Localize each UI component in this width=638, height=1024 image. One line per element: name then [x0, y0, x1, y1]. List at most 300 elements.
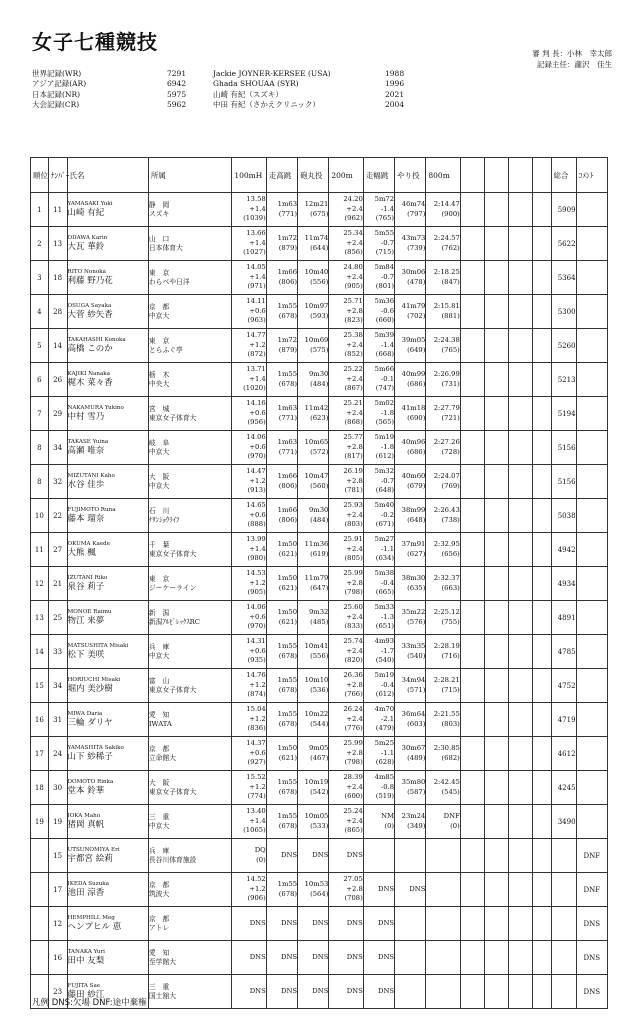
- blank-cell: [532, 669, 551, 703]
- comment-cell: [576, 193, 607, 227]
- event-high-jump-cell: [266, 363, 297, 397]
- mark: 33m35: [401, 642, 426, 650]
- rank-cell: 19: [31, 805, 49, 839]
- blank-cell: [508, 669, 532, 703]
- points: (771): [278, 447, 298, 456]
- rank-cell: 2: [31, 227, 49, 261]
- points: (721): [441, 413, 460, 422]
- blank-cell: [460, 295, 484, 329]
- record-holder: Ghada SHOUAA (SYR): [213, 79, 299, 89]
- points: (628): [375, 758, 395, 767]
- mark: 1m72: [277, 336, 298, 344]
- blank-cell: [484, 295, 508, 329]
- points: (874): [247, 690, 266, 699]
- blank-cell: [460, 431, 484, 465]
- points: (634): [375, 554, 395, 563]
- blank-cell: [532, 839, 551, 873]
- athlete-name-cell: [67, 601, 148, 635]
- wind: +2.4: [346, 272, 363, 281]
- rank-cell: 11: [31, 533, 49, 567]
- blank-cell: [508, 941, 532, 975]
- event-200m-cell: [329, 771, 363, 805]
- mark: 25.93: [343, 501, 363, 510]
- event-shot-put-cell: [298, 975, 329, 1009]
- wind: -0.7: [380, 238, 395, 247]
- points: (962): [344, 214, 363, 223]
- bib-cell: 34: [48, 431, 67, 465]
- affiliation-cell: [148, 193, 231, 227]
- blank-cell: [508, 873, 532, 907]
- event-long-jump-cell: [363, 261, 394, 295]
- athlete-name: 宇都宮 絵莉: [67, 853, 113, 864]
- points: (738): [441, 515, 460, 524]
- mark: DNS: [346, 952, 363, 961]
- points: (774): [247, 792, 266, 801]
- blank-cell: [460, 227, 484, 261]
- points: (686): [407, 447, 426, 456]
- points: (635): [407, 583, 426, 592]
- header-blank-3: [508, 158, 532, 193]
- mark: DNS: [409, 884, 426, 893]
- wind: +2.4: [346, 782, 363, 791]
- points: (836): [247, 724, 266, 733]
- event-javelin-cell: [395, 193, 426, 227]
- points: (686): [407, 379, 426, 388]
- mark: 10m69: [304, 336, 329, 344]
- athlete-romaji: IZUTANI Riko: [67, 574, 108, 581]
- bib-cell: 16: [48, 941, 67, 975]
- prefecture: 兵 庫: [148, 846, 170, 855]
- mark: DNS: [249, 986, 266, 995]
- total-cell: 5038: [551, 499, 576, 533]
- event-long-jump-cell: [363, 805, 394, 839]
- points: (484): [310, 379, 329, 388]
- event-100mh-cell: [232, 465, 266, 499]
- wind: +1.2: [249, 884, 266, 893]
- event-javelin-cell: [395, 227, 426, 261]
- wind: +1.4: [249, 544, 266, 553]
- event-long-jump-cell: [363, 669, 394, 703]
- blank-cell: [484, 941, 508, 975]
- club: 筑波大: [148, 889, 170, 898]
- athlete-name-cell: [67, 193, 148, 227]
- header-affiliation: 所属: [148, 158, 231, 193]
- event-high-jump-cell: [266, 805, 297, 839]
- points: (587): [407, 787, 426, 796]
- table-row: [31, 907, 608, 941]
- affiliation-cell: [148, 533, 231, 567]
- athlete-name: 三輪 ダリヤ: [67, 717, 113, 728]
- event-javelin-cell: [395, 873, 426, 907]
- wind: -0.8: [380, 782, 395, 791]
- athlete-name-cell: [67, 873, 148, 907]
- comment-cell: [576, 533, 607, 567]
- event-100mh-cell: [232, 839, 266, 873]
- event-shot-put-cell: [298, 397, 329, 431]
- blank-cell: [460, 465, 484, 499]
- blank-cell: [460, 533, 484, 567]
- mark: 30m67: [401, 744, 426, 752]
- event-800m-cell: [426, 567, 460, 601]
- wind: +2.4: [346, 544, 363, 553]
- event-shot-put-cell: [298, 533, 329, 567]
- wind: +2.4: [346, 340, 363, 349]
- mark: 11m74: [304, 234, 329, 242]
- affiliation-cell: [148, 873, 231, 907]
- athlete-name: 田中 友梨: [67, 955, 105, 966]
- athlete-name: 池田 涼香: [67, 887, 105, 898]
- mark: 14.05: [246, 263, 266, 272]
- event-200m-cell: [329, 431, 363, 465]
- blank-cell: [460, 567, 484, 601]
- prefecture: 大 阪: [148, 778, 170, 787]
- wind: -1.8: [380, 442, 395, 451]
- event-200m-cell: [329, 227, 363, 261]
- event-javelin-cell: [395, 363, 426, 397]
- club: ﾅｻﾝｼｮｳﾗｲﾌ: [148, 515, 180, 524]
- athlete-romaji: OKUMA Kaede: [67, 540, 111, 547]
- blank-cell: [508, 601, 532, 635]
- blank-cell: [460, 261, 484, 295]
- mark: 1m55: [277, 710, 298, 718]
- mark: 14.76: [246, 671, 266, 680]
- mark: 10m22: [304, 710, 329, 718]
- header-total: 総合: [551, 158, 576, 193]
- mark: 26.19: [343, 467, 363, 476]
- wind: +0.6: [249, 646, 266, 655]
- mark: 46m74: [401, 200, 426, 208]
- mark: 2:28.19: [433, 642, 460, 650]
- points: (556): [310, 277, 329, 286]
- mark: 40m96: [401, 438, 426, 446]
- athlete-name-cell: [67, 941, 148, 975]
- athlete-name-cell: [67, 227, 148, 261]
- event-100mh-cell: [232, 737, 266, 771]
- header-800m: 800m: [426, 158, 460, 193]
- event-javelin-cell: [395, 737, 426, 771]
- mark: 5m40: [374, 501, 395, 510]
- prefecture: 宮 城: [148, 404, 170, 413]
- blank-cell: [508, 261, 532, 295]
- points: (660): [375, 316, 395, 325]
- event-100mh-cell: [232, 227, 266, 261]
- athlete-name: 高瀬 唯奈: [67, 445, 105, 456]
- blank-cell: [508, 635, 532, 669]
- athlete-name: 中村 雪乃: [67, 411, 105, 422]
- total-cell: 4891: [551, 601, 576, 635]
- points: (612): [375, 690, 395, 699]
- mark: 14.37: [246, 739, 266, 748]
- event-800m-cell: [426, 907, 460, 941]
- wind: -0.1: [380, 374, 395, 383]
- mark: 10m10: [304, 676, 329, 684]
- event-shot-put-cell: [298, 941, 329, 975]
- event-shot-put-cell: [298, 805, 329, 839]
- mark: 25.21: [343, 399, 363, 408]
- athlete-romaji: OSUGA Sayaka: [67, 302, 112, 309]
- club: わらべや日洋: [148, 277, 190, 286]
- blank-cell: [508, 737, 532, 771]
- record-row: [32, 79, 445, 89]
- results-table: [30, 157, 608, 1009]
- comment-cell: [576, 669, 607, 703]
- club: 至学館大: [148, 957, 177, 966]
- event-long-jump-cell: [363, 431, 394, 465]
- athlete-romaji: TAKASE Yuina: [67, 438, 109, 445]
- records-block: [32, 69, 445, 110]
- points: (536): [310, 685, 329, 694]
- points: (467): [310, 753, 329, 762]
- prefecture: 千 葉: [148, 540, 170, 549]
- athlete-romaji: KAJIKI Nanaka: [67, 370, 111, 377]
- mark: 41m79: [401, 302, 426, 310]
- blank-cell: [484, 805, 508, 839]
- points: (879): [278, 243, 298, 252]
- affiliation-cell: [148, 329, 231, 363]
- points: (519): [375, 792, 395, 801]
- club: 中京大: [148, 311, 170, 320]
- mark: 10m41: [304, 642, 329, 650]
- athlete-name: 松下 美咲: [67, 649, 105, 660]
- points: (847): [441, 277, 460, 286]
- event-800m-cell: [426, 975, 460, 1009]
- mark: 13.66: [246, 229, 266, 238]
- event-100mh-cell: [232, 261, 266, 295]
- club: 中京大: [148, 651, 170, 660]
- event-long-jump-cell: [363, 975, 394, 1009]
- blank-cell: [460, 805, 484, 839]
- comment-cell: [576, 329, 607, 363]
- points: (627): [407, 549, 426, 558]
- prefecture: 愛 知: [148, 710, 170, 719]
- mark: 37m91: [401, 540, 426, 548]
- blank-cell: [532, 873, 551, 907]
- event-200m-cell: [329, 873, 363, 907]
- event-100mh-cell: [232, 601, 266, 635]
- mark: DNS: [312, 850, 329, 859]
- mark: 5m66: [374, 365, 395, 374]
- mark: 39m05: [401, 336, 426, 344]
- blank-cell: [532, 975, 551, 1009]
- points: (540): [407, 651, 426, 660]
- mark: 1m55: [277, 676, 298, 684]
- record-label: 日本記録(NR): [32, 89, 81, 99]
- rank-cell: 10: [31, 499, 49, 533]
- event-long-jump-cell: [363, 737, 394, 771]
- event-long-jump-cell: [363, 635, 394, 669]
- bib-cell: 15: [48, 839, 67, 873]
- mark: 1m50: [277, 574, 298, 582]
- wind: +2.4: [346, 238, 363, 247]
- wind: +2.8: [346, 476, 363, 485]
- wind: -1.4: [380, 340, 395, 349]
- points: (0): [256, 855, 266, 864]
- event-javelin-cell: [395, 431, 426, 465]
- mark: DNS: [378, 952, 395, 961]
- total-cell: 4752: [551, 669, 576, 703]
- athlete-romaji: MONOE Raimu: [67, 608, 112, 615]
- event-shot-put-cell: [298, 737, 329, 771]
- athlete-name: 大熊 楓: [67, 547, 96, 558]
- athlete-name-cell: [67, 907, 148, 941]
- wind: +1.4: [249, 272, 266, 281]
- blank-cell: [508, 975, 532, 1009]
- affiliation-cell: [148, 839, 231, 873]
- club: 立命館大: [148, 753, 177, 762]
- bib-cell: 14: [48, 329, 67, 363]
- mark: 1m63: [277, 438, 298, 446]
- event-200m-cell: [329, 363, 363, 397]
- mark: 14.06: [246, 603, 266, 612]
- athlete-name-cell: [67, 295, 148, 329]
- event-long-jump-cell: [363, 533, 394, 567]
- table-row: [31, 839, 608, 873]
- points: (619): [310, 549, 329, 558]
- blank-cell: [460, 873, 484, 907]
- bib-cell: 29: [48, 397, 67, 431]
- comment-cell: DNS: [576, 975, 607, 1009]
- blank-cell: [484, 363, 508, 397]
- athlete-name: 藤本 瑠奈: [67, 513, 105, 524]
- mark: 1m55: [277, 778, 298, 786]
- mark: NM: [381, 812, 395, 820]
- rank-cell: [31, 941, 49, 975]
- total-cell: [551, 975, 576, 1009]
- prefecture: 三 重: [148, 812, 170, 821]
- event-800m-cell: [426, 771, 460, 805]
- event-long-jump-cell: [363, 363, 394, 397]
- mark: 26.36: [343, 671, 363, 680]
- blank-cell: [532, 805, 551, 839]
- mark: 34m94: [401, 676, 426, 684]
- event-long-jump-cell: [363, 907, 394, 941]
- points: (771): [278, 209, 298, 218]
- affiliation-cell: [148, 669, 231, 703]
- event-high-jump-cell: [266, 431, 297, 465]
- event-800m-cell: [426, 295, 460, 329]
- blank-cell: [460, 737, 484, 771]
- header-rank: 順位: [31, 158, 49, 193]
- event-800m-cell: [426, 805, 460, 839]
- mark: 2:26.43: [433, 506, 460, 514]
- points: (708): [344, 894, 363, 903]
- event-javelin-cell: [395, 295, 426, 329]
- athlete-name: ヘンプヒル 恵: [67, 921, 122, 932]
- blank-cell: [508, 227, 532, 261]
- event-high-jump-cell: [266, 601, 297, 635]
- mark: 13.58: [246, 195, 266, 204]
- points: (963): [247, 316, 266, 325]
- mark: 14.52: [246, 875, 266, 884]
- event-long-jump-cell: [363, 771, 394, 805]
- mark: 4m85: [374, 773, 395, 782]
- mark: 1m66: [277, 506, 298, 514]
- mark: 1m55: [277, 812, 298, 820]
- event-800m-cell: [426, 261, 460, 295]
- athlete-name-cell: [67, 465, 148, 499]
- wind: +0.6: [249, 306, 266, 315]
- total-cell: 4612: [551, 737, 576, 771]
- event-200m-cell: [329, 499, 363, 533]
- event-100mh-cell: [232, 873, 266, 907]
- wind: -1.4: [380, 204, 395, 213]
- wind: +2.8: [346, 578, 363, 587]
- mark: 1m50: [277, 744, 298, 752]
- wind: -1.8: [380, 408, 395, 417]
- points: (888): [247, 520, 266, 529]
- event-800m-cell: [426, 873, 460, 907]
- event-javelin-cell: [395, 533, 426, 567]
- mark: 5m32: [374, 467, 395, 476]
- header-high-jump: 走高跳: [266, 158, 297, 193]
- points: (479): [375, 724, 395, 733]
- mark: 2:28.21: [433, 676, 460, 684]
- wind: -1.1: [380, 748, 395, 757]
- wind: +1.4: [249, 204, 266, 213]
- table-row: [31, 567, 608, 601]
- mark: DNS: [346, 986, 363, 995]
- blank-cell: [460, 635, 484, 669]
- blank-cell: [532, 907, 551, 941]
- mark: 41m18: [401, 404, 426, 412]
- blank-cell: [532, 431, 551, 465]
- mark: 27.05: [343, 875, 363, 884]
- rank-cell: 6: [31, 363, 49, 397]
- wind: +0.6: [249, 442, 266, 451]
- bib-cell: 12: [48, 907, 67, 941]
- header-100mh: 100mH: [232, 158, 266, 193]
- blank-cell: [484, 839, 508, 873]
- mark: 2:18.25: [433, 268, 460, 276]
- club: 国士舘大: [148, 991, 177, 1000]
- event-100mh-cell: [232, 329, 266, 363]
- mark: 25.34: [343, 229, 363, 238]
- event-100mh-cell: [232, 567, 266, 601]
- athlete-name-cell: [67, 737, 148, 771]
- points: (797): [407, 209, 426, 218]
- event-shot-put-cell: [298, 431, 329, 465]
- header-blank-2: [484, 158, 508, 193]
- prefecture: 三 重: [148, 982, 170, 991]
- event-800m-cell: [426, 499, 460, 533]
- points: (0): [450, 821, 460, 830]
- points: (649): [407, 345, 426, 354]
- wind: +2.4: [346, 204, 363, 213]
- table-row: [31, 873, 608, 907]
- mark: DNS: [281, 850, 298, 859]
- points: (678): [278, 821, 298, 830]
- wind: +1.4: [249, 374, 266, 383]
- header-blank-1: [460, 158, 484, 193]
- affiliation-cell: [148, 261, 231, 295]
- table-row: [31, 363, 608, 397]
- record-points: 5975: [167, 89, 187, 99]
- points: (484): [310, 515, 329, 524]
- record-row: [32, 90, 445, 100]
- event-shot-put-cell: [298, 465, 329, 499]
- mark: 14.77: [246, 331, 266, 340]
- blank-cell: [532, 261, 551, 295]
- athlete-name: 水谷 佳歩: [67, 479, 105, 490]
- athlete-name-cell: [67, 703, 148, 737]
- mark: DNS: [249, 918, 266, 927]
- event-shot-put-cell: [298, 567, 329, 601]
- record-year: 2004: [385, 99, 405, 109]
- points: (805): [344, 554, 363, 563]
- points: (716): [441, 651, 460, 660]
- mark: 5m19: [374, 671, 395, 680]
- table-row: [31, 703, 608, 737]
